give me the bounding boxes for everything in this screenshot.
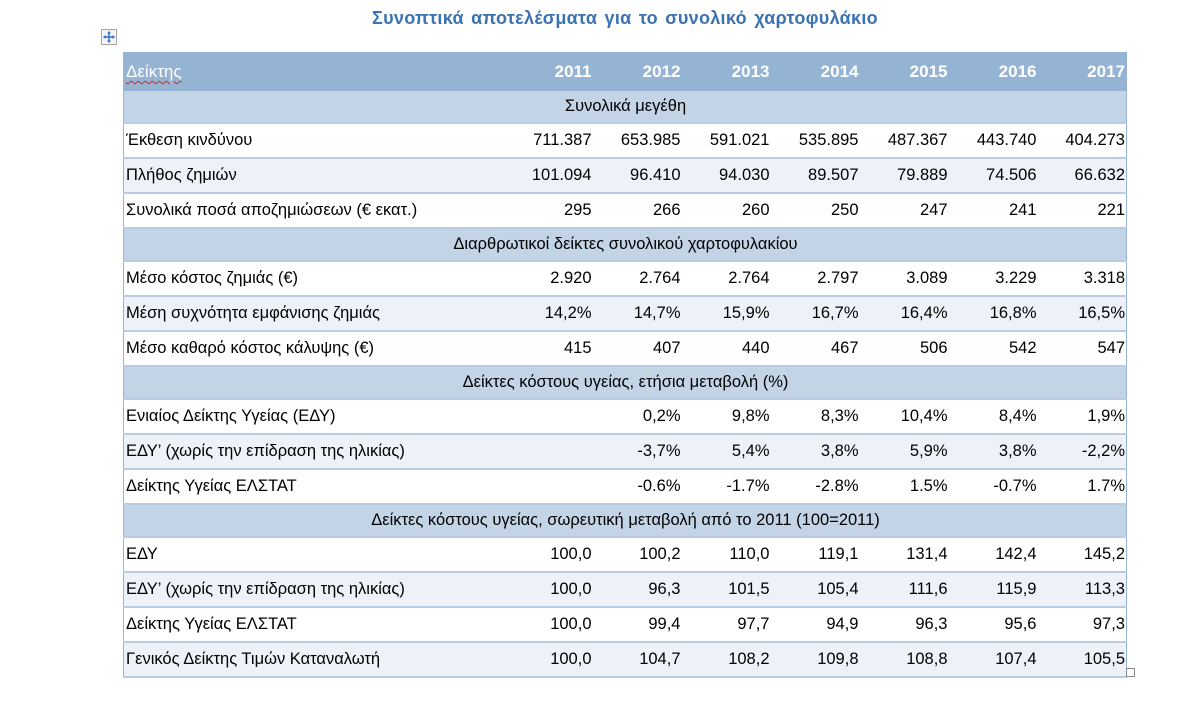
table-row xyxy=(124,642,1127,677)
document-title: Συνοπτικά αποτελέσματα για το συνολικό χαρτοφυλάκιο xyxy=(372,8,878,28)
cell-value-2014: 16,7% xyxy=(771,296,860,331)
cell-value-2011: 101.094 xyxy=(504,158,593,193)
section-header-row xyxy=(124,228,1127,261)
row-label: Έκθεση κινδύνου xyxy=(124,123,504,158)
cell-value-2011: 100,0 xyxy=(504,642,593,677)
cell-value-2016: 241 xyxy=(949,193,1038,228)
cell-value-2017: 97,3 xyxy=(1038,607,1127,642)
row-label: Μέσο κόστος ζημιάς (€) xyxy=(124,261,504,296)
table-row xyxy=(124,572,1127,607)
cell-value-2012: 407 xyxy=(593,331,682,366)
cell-value-2012: 96,3 xyxy=(593,572,682,607)
cell-value-2016: 142,4 xyxy=(949,537,1038,572)
move-arrows-icon xyxy=(103,31,115,43)
cell-value-2017: 1.7% xyxy=(1038,469,1127,504)
cell-value-2014: 109,8 xyxy=(771,642,860,677)
cell-value-2012: 0,2% xyxy=(593,399,682,434)
cell-value-2016: 3,8% xyxy=(949,434,1038,469)
cell-value-2014: 94,9 xyxy=(771,607,860,642)
cell-value-2011 xyxy=(504,434,593,469)
header-year: 2013 xyxy=(682,53,771,92)
header-year: 2016 xyxy=(949,53,1038,92)
cell-value-2015: 96,3 xyxy=(860,607,949,642)
cell-value-2012: 104,7 xyxy=(593,642,682,677)
table-row xyxy=(124,123,1127,158)
row-label: Μέσο καθαρό κόστος κάλυψης (€) xyxy=(124,331,504,366)
cell-value-2013: 94.030 xyxy=(682,158,771,193)
cell-value-2015: 10,4% xyxy=(860,399,949,434)
cell-value-2015: 3.089 xyxy=(860,261,949,296)
cell-value-2015: 131,4 xyxy=(860,537,949,572)
cell-value-2011: 100,0 xyxy=(504,607,593,642)
cell-value-2017: 221 xyxy=(1038,193,1127,228)
cell-value-2017: 547 xyxy=(1038,331,1127,366)
cell-value-2011: 295 xyxy=(504,193,593,228)
cell-value-2015: 16,4% xyxy=(860,296,949,331)
table-resize-handle[interactable] xyxy=(1126,668,1135,677)
cell-value-2017: 1,9% xyxy=(1038,399,1127,434)
cell-value-2014: 2.797 xyxy=(771,261,860,296)
cell-value-2012: 14,7% xyxy=(593,296,682,331)
section-header-row xyxy=(124,504,1127,537)
cell-value-2015: 506 xyxy=(860,331,949,366)
cell-value-2016: 443.740 xyxy=(949,123,1038,158)
row-label: Συνολικά ποσά αποζημιώσεων (€ εκατ.) xyxy=(124,193,504,228)
cell-value-2013: 15,9% xyxy=(682,296,771,331)
cell-value-2017: 105,5 xyxy=(1038,642,1127,677)
cell-value-2012: 96.410 xyxy=(593,158,682,193)
table-row xyxy=(124,537,1127,572)
table-row xyxy=(124,261,1127,296)
cell-value-2011: 100,0 xyxy=(504,537,593,572)
cell-value-2011 xyxy=(504,399,593,434)
row-label: Ενιαίος Δείκτης Υγείας (ΕΔΥ) xyxy=(124,399,504,434)
cell-value-2013: -1.7% xyxy=(682,469,771,504)
cell-value-2012: 100,2 xyxy=(593,537,682,572)
cell-value-2017: 145,2 xyxy=(1038,537,1127,572)
cell-value-2015: 111,6 xyxy=(860,572,949,607)
cell-value-2014: 535.895 xyxy=(771,123,860,158)
table-row xyxy=(124,469,1127,504)
cell-value-2015: 5,9% xyxy=(860,434,949,469)
cell-value-2016: -0.7% xyxy=(949,469,1038,504)
cell-value-2011: 711.387 xyxy=(504,123,593,158)
cell-value-2015: 79.889 xyxy=(860,158,949,193)
cell-value-2015: 247 xyxy=(860,193,949,228)
table-header-row xyxy=(124,53,1127,92)
cell-value-2015: 1.5% xyxy=(860,469,949,504)
cell-value-2011: 100,0 xyxy=(504,572,593,607)
cell-value-2013: 5,4% xyxy=(682,434,771,469)
cell-value-2013: 97,7 xyxy=(682,607,771,642)
cell-value-2014: -2.8% xyxy=(771,469,860,504)
cell-value-2013: 108,2 xyxy=(682,642,771,677)
cell-value-2012: 653.985 xyxy=(593,123,682,158)
header-year: 2011 xyxy=(504,53,593,92)
cell-value-2016: 8,4% xyxy=(949,399,1038,434)
section-header-row xyxy=(124,91,1127,123)
cell-value-2014: 119,1 xyxy=(771,537,860,572)
cell-value-2012: 99,4 xyxy=(593,607,682,642)
cell-value-2012: -0.6% xyxy=(593,469,682,504)
cell-value-2016: 3.229 xyxy=(949,261,1038,296)
header-year: 2012 xyxy=(593,53,682,92)
table-row xyxy=(124,296,1127,331)
table-row xyxy=(124,434,1127,469)
cell-value-2016: 542 xyxy=(949,331,1038,366)
cell-value-2016: 115,9 xyxy=(949,572,1038,607)
header-indicator: Δείκτης xyxy=(124,53,504,92)
row-label: Γενικός Δείκτης Τιμών Καταναλωτή xyxy=(124,642,504,677)
cell-value-2016: 74.506 xyxy=(949,158,1038,193)
section-title: Διαρθρωτικοί δείκτες συνολικού χαρτοφυλακίου xyxy=(124,228,1127,261)
cell-value-2017: 404.273 xyxy=(1038,123,1127,158)
row-label: ΕΔΥ’ (χωρίς την επίδραση της ηλικίας) xyxy=(124,572,504,607)
cell-value-2013: 9,8% xyxy=(682,399,771,434)
cell-value-2017: -2,2% xyxy=(1038,434,1127,469)
cell-value-2012: 2.764 xyxy=(593,261,682,296)
section-title: Συνολικά μεγέθη xyxy=(124,91,1127,123)
cell-value-2014: 467 xyxy=(771,331,860,366)
section-title: Δείκτες κόστους υγείας, ετήσια μεταβολή (%) xyxy=(124,366,1127,399)
cell-value-2017: 66.632 xyxy=(1038,158,1127,193)
cell-value-2017: 16,5% xyxy=(1038,296,1127,331)
cell-value-2014: 3,8% xyxy=(771,434,860,469)
row-label: Δείκτης Υγείας ΕΛΣΤΑΤ xyxy=(124,607,504,642)
cell-value-2012: -3,7% xyxy=(593,434,682,469)
cell-value-2015: 108,8 xyxy=(860,642,949,677)
cell-value-2017: 3.318 xyxy=(1038,261,1127,296)
cell-value-2016: 95,6 xyxy=(949,607,1038,642)
cell-value-2012: 266 xyxy=(593,193,682,228)
cell-value-2013: 440 xyxy=(682,331,771,366)
cell-value-2013: 2.764 xyxy=(682,261,771,296)
cell-value-2011: 415 xyxy=(504,331,593,366)
cell-value-2013: 260 xyxy=(682,193,771,228)
cell-value-2014: 105,4 xyxy=(771,572,860,607)
row-label: ΕΔΥ’ (χωρίς την επίδραση της ηλικίας) xyxy=(124,434,504,469)
section-title: Δείκτες κόστους υγείας, σωρευτική μεταβολή από το 2011 (100=2011) xyxy=(124,504,1127,537)
table-row xyxy=(124,331,1127,366)
cell-value-2017: 113,3 xyxy=(1038,572,1127,607)
table-row xyxy=(124,193,1127,228)
cell-value-2011 xyxy=(504,469,593,504)
table-body xyxy=(124,91,1127,677)
row-label: Δείκτης Υγείας ΕΛΣΤΑΤ xyxy=(124,469,504,504)
table-row xyxy=(124,607,1127,642)
row-label: Μέση συχνότητα εμφάνισης ζημιάς xyxy=(124,296,504,331)
section-header-row xyxy=(124,366,1127,399)
cell-value-2013: 101,5 xyxy=(682,572,771,607)
header-year: 2017 xyxy=(1038,53,1127,92)
cell-value-2013: 591.021 xyxy=(682,123,771,158)
table-row xyxy=(124,399,1127,434)
cell-value-2011: 14,2% xyxy=(504,296,593,331)
cell-value-2011: 2.920 xyxy=(504,261,593,296)
header-year: 2015 xyxy=(860,53,949,92)
row-label: ΕΔΥ xyxy=(124,537,504,572)
cell-value-2014: 250 xyxy=(771,193,860,228)
header-year: 2014 xyxy=(771,53,860,92)
cell-value-2014: 8,3% xyxy=(771,399,860,434)
table-move-handle[interactable] xyxy=(101,29,117,45)
cell-value-2016: 107,4 xyxy=(949,642,1038,677)
summary-table xyxy=(123,52,1127,678)
table-row xyxy=(124,158,1127,193)
row-label: Πλήθος ζημιών xyxy=(124,158,504,193)
cell-value-2014: 89.507 xyxy=(771,158,860,193)
cell-value-2013: 110,0 xyxy=(682,537,771,572)
cell-value-2016: 16,8% xyxy=(949,296,1038,331)
cell-value-2015: 487.367 xyxy=(860,123,949,158)
